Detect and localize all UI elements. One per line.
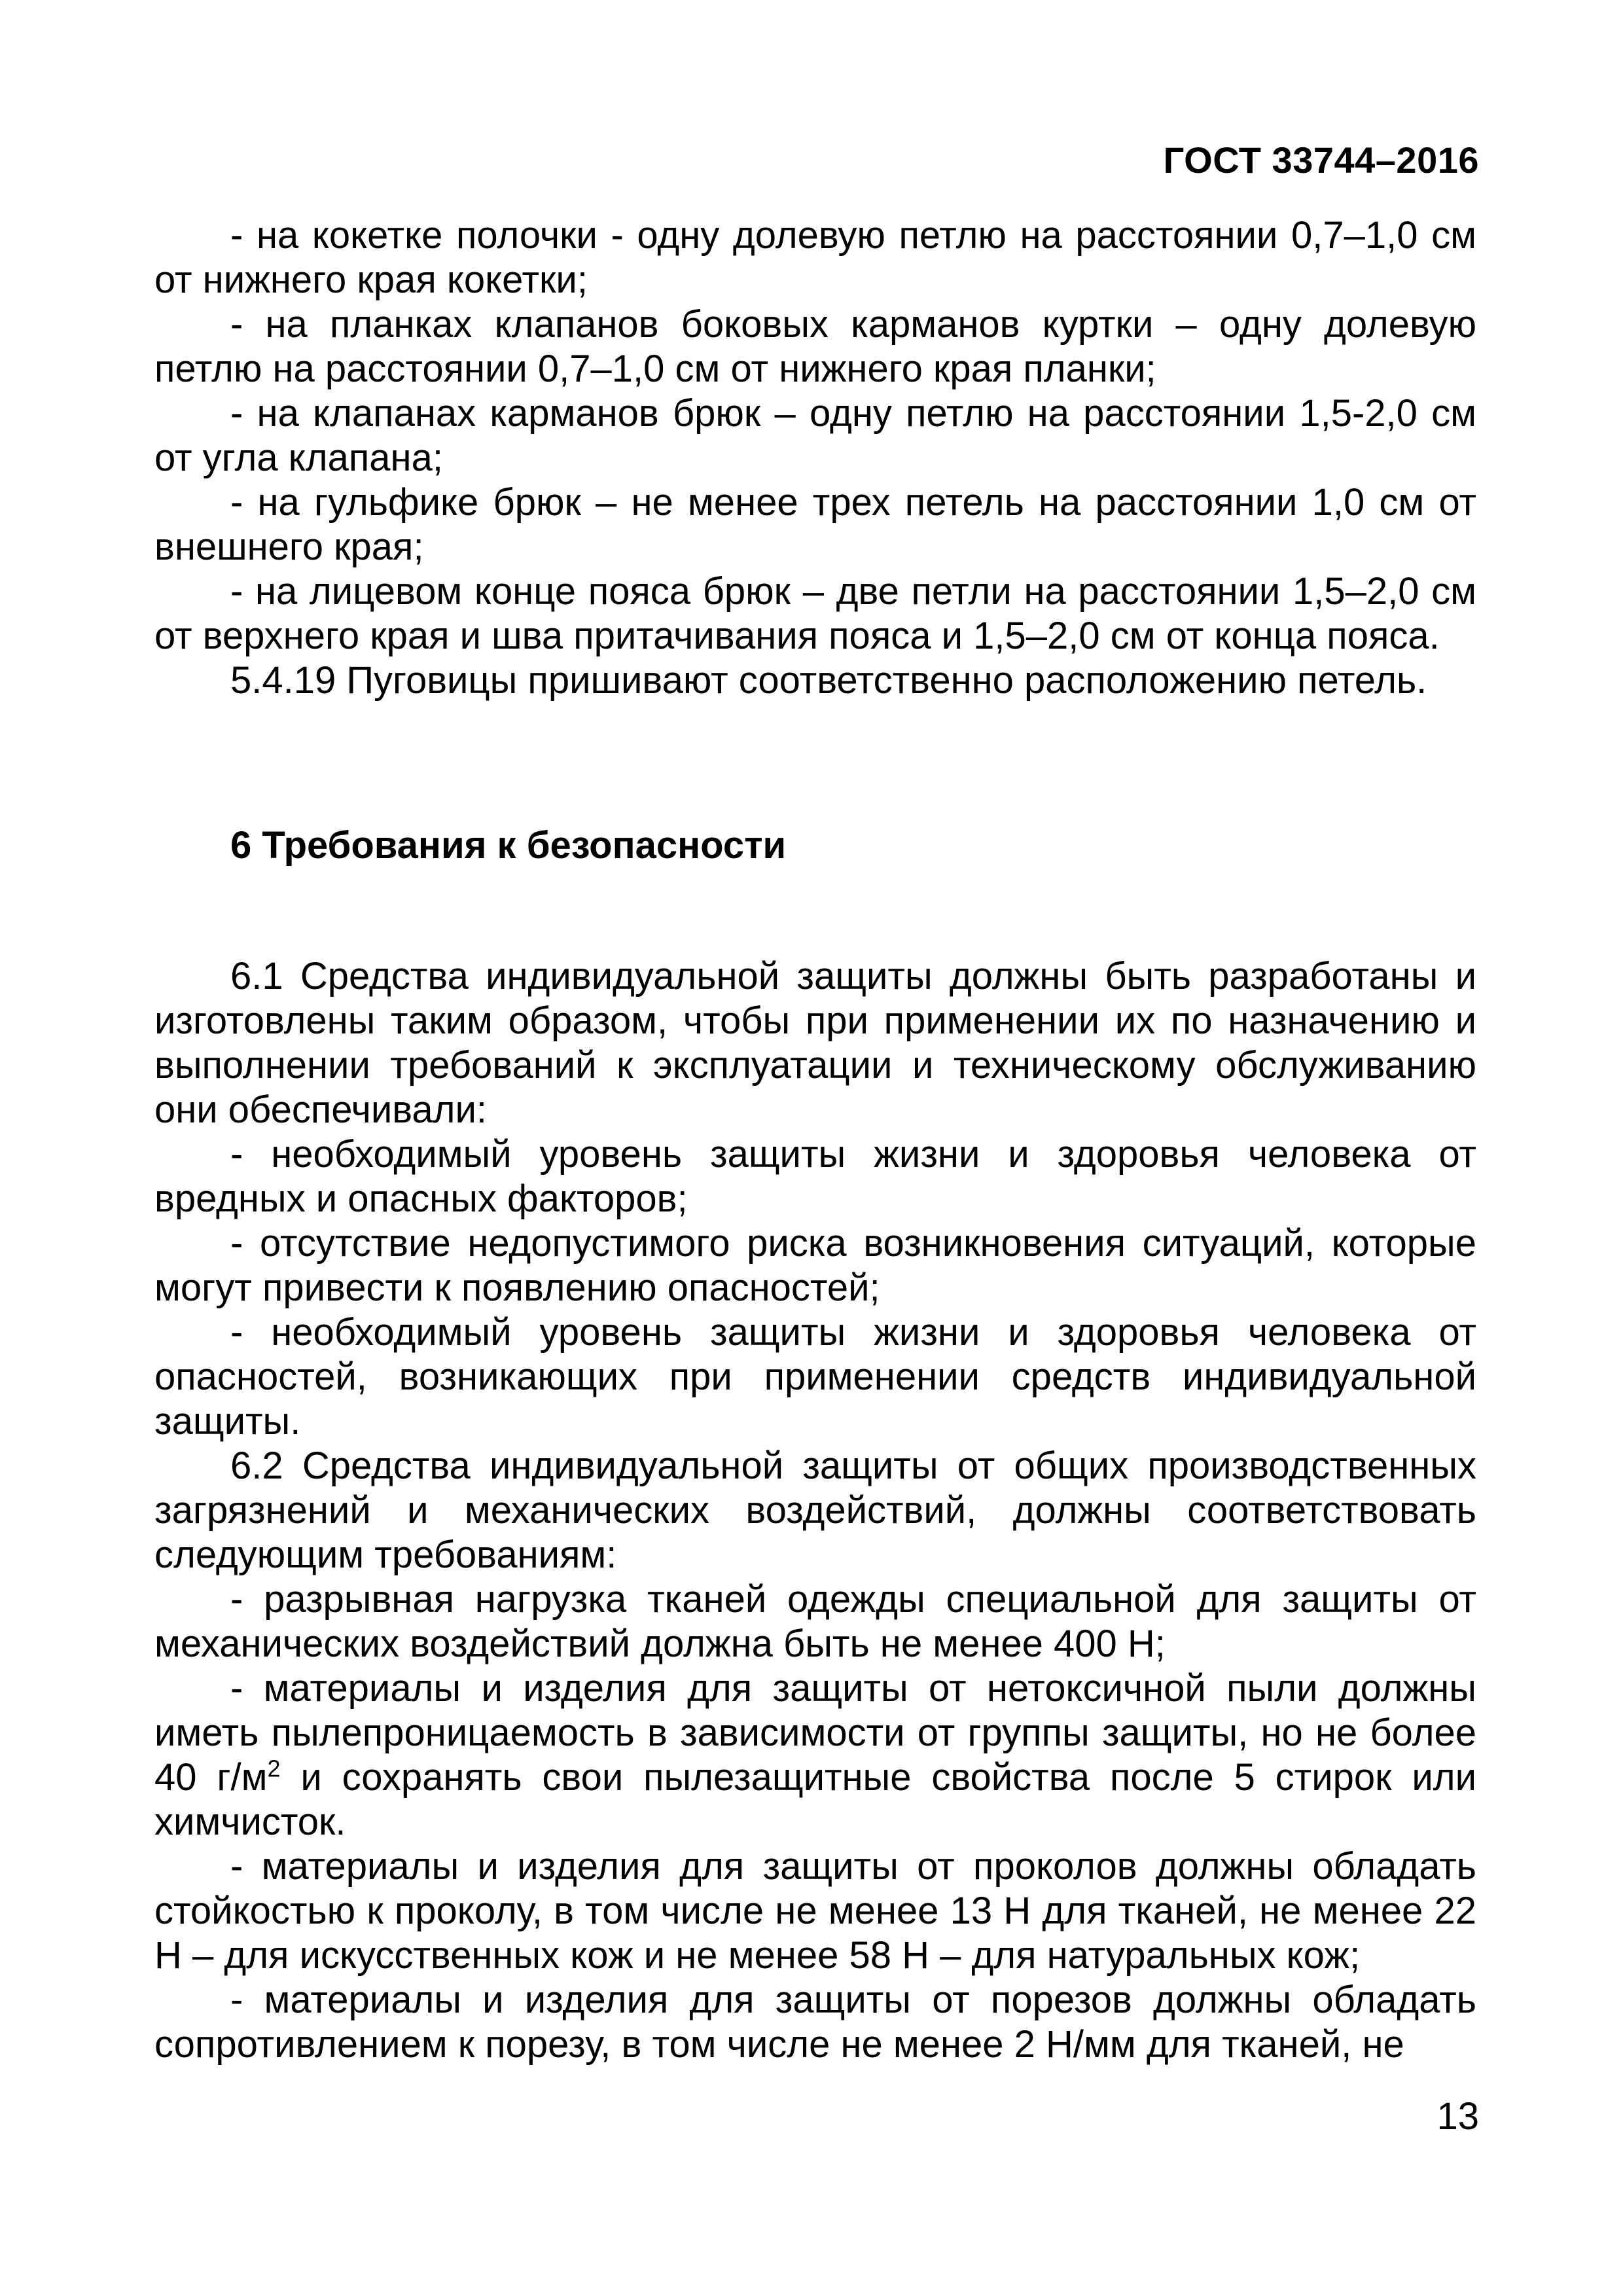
paragraph: - на кокетке полочки - одну долевую петлю на расстоянии 0,7–1,0 см от нижнего края кокетки;: [154, 214, 1476, 301]
paragraph: - на клапанах карманов брюк – одну петлю на расстоянии 1,5-2,0 см от угла клапана;: [154, 392, 1476, 479]
document-header: ГОСТ 33744–2016: [1163, 139, 1479, 181]
paragraph: - необходимый уровень защиты жизни и здоровья человека от опасностей, возникающих при применении средств индивидуальной защиты.: [154, 1311, 1476, 1443]
paragraph: - отсутствие недопустимого риска возникновения ситуаций, которые могут привести к появлению опасностей;: [154, 1222, 1476, 1309]
section-6-body: [154, 954, 1476, 2067]
paragraph: 6.2 Средства индивидуальной защиты от общих производственных загрязнений и механических воздействий, должны соответствовать следующим требованиям:: [154, 1444, 1476, 1576]
paragraph: - на планках клапанов боковых карманов куртки – одну долевую петлю на расстоянии 0,7–1,0 см от нижнего края планки;: [154, 303, 1476, 390]
paragraph: - разрывная нагрузка тканей одежды специальной для защиты от механических воздействий должна быть не менее 400 Н;: [154, 1578, 1476, 1665]
paragraph: - материалы и изделия для защиты от проколов должны обладать стойкостью к проколу, в том числе не менее 13 Н для тканей, не менее 22 Н – для искусственных кож и не менее 58 Н – для натуральных кож;: [154, 1845, 1476, 1977]
paragraph: 5.4.19 Пуговицы пришивают соответственно расположению петель.: [230, 659, 1427, 702]
paragraph: - необходимый уровень защиты жизни и здоровья человека от вредных и опасных факторов;: [154, 1133, 1476, 1220]
section-heading: 6 Требования к безопасности: [230, 824, 787, 867]
paragraph-text: - материалы и изделия для защиты от нетоксичной пыли должны иметь пылепроницаемость в зависимости от группы защиты, но не более 40 г/м: [154, 1667, 1476, 1799]
paragraph-dust-protection: [154, 1666, 1476, 1844]
paragraph: - материалы и изделия для защиты от порезов должны обладать сопротивлением к порезу, в том числе не менее 2 Н/мм для тканей, не: [154, 1979, 1476, 2066]
paragraph: - на гульфике брюк – не менее трех петель на расстоянии 1,0 см от внешнего края;: [154, 481, 1476, 568]
paragraph: 6.1 Средства индивидуальной защиты должны быть разработаны и изготовлены таким образом, чтобы при применении их по назначению и выполнении требований к эксплуатации и техническому обслуживанию они обеспечивали:: [154, 955, 1476, 1131]
section-5-continued: [154, 213, 1476, 703]
paragraph-text: и сохранять свои пылезащитные свойства после 5 стирок или химчисток.: [154, 1756, 1476, 1843]
page-number: 13: [1436, 2095, 1479, 2138]
paragraph: - на лицевом конце пояса брюк – две петли на расстоянии 1,5–2,0 см от верхнего края и шва притачивания пояса и 1,5–2,0 см от конца пояса.: [154, 570, 1476, 657]
superscript: 2: [267, 1755, 281, 1782]
